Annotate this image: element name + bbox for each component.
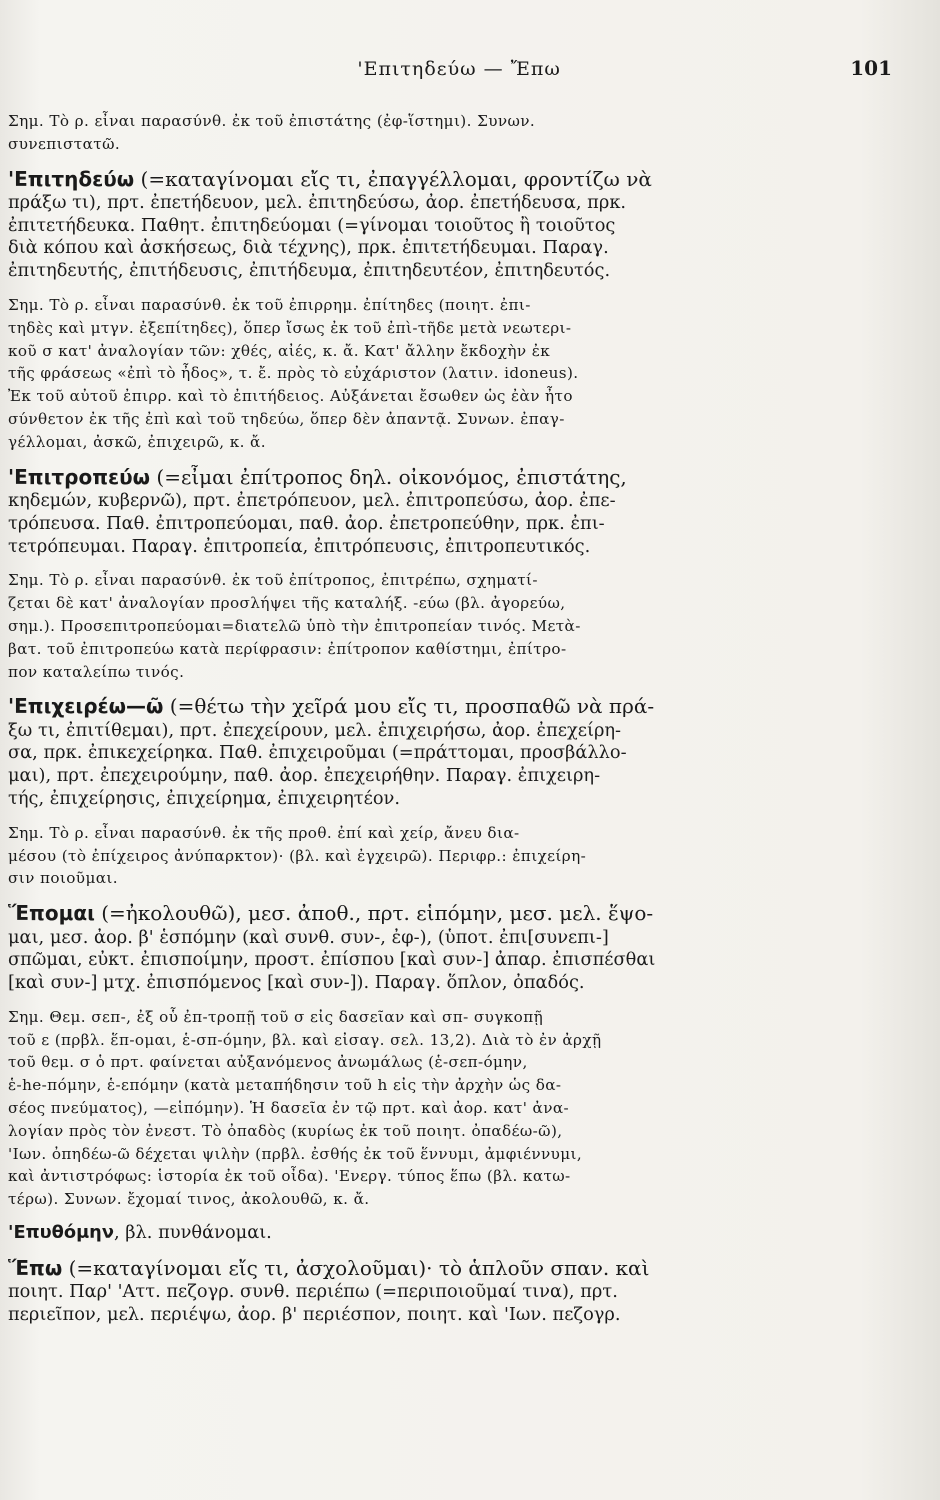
entry-line bbox=[8, 901, 822, 926]
body-line bbox=[8, 237, 822, 260]
note-line bbox=[8, 294, 822, 317]
note-line bbox=[8, 1188, 822, 1211]
body-line bbox=[8, 927, 822, 950]
note-line bbox=[8, 362, 822, 385]
line-text: ἐπιτηδευτής, ἐπιτήδευσις, ἐπιτήδευμα, ἐπιτηδευτέον, ἐπιτηδευτός. bbox=[8, 260, 611, 282]
running-title: 'Επιτηδεύω — Ἔπω bbox=[357, 58, 561, 80]
line-text: 'Ιων. ὀπηδέω-ῶ δέχεται ψιλὴν (πρβλ. ἐσθής ἐκ τοῦ ἕννυμι, ἀμφιέννυμι, bbox=[8, 1144, 583, 1163]
line-text: Σημ. Τὸ ρ. εἶναι παρασύνθ. ἐκ τῆς προθ. ἐπί καὶ χείρ, ἄνευ δια- bbox=[8, 823, 520, 842]
line-text: Σημ. Τὸ ρ. εἶναι παρασύνθ. ἐκ τοῦ ἐπιστάτης (ἐφ-ἵστημι). Συνων. bbox=[8, 112, 536, 130]
note-line bbox=[8, 1029, 822, 1052]
note-line bbox=[8, 845, 822, 868]
line-text: σπῶμαι, εὐκτ. ἐπισποίμην, προστ. ἐπίσπου [καὶ συν-] ἀπαρ. ἐπισπέσθαι bbox=[8, 949, 656, 971]
note-line bbox=[8, 1074, 822, 1097]
line-text: τέρω). Συνων. ἔχομαί τινος, ἀκολουθῶ, κ. ἄ. bbox=[8, 1190, 370, 1209]
body-line bbox=[8, 788, 822, 811]
line-text: τής, ἐπιχείρησις, ἐπιχείρημα, ἐπιχειρητέον. bbox=[8, 788, 401, 810]
note-line bbox=[8, 1051, 822, 1074]
note-line bbox=[8, 133, 822, 156]
entry-line bbox=[8, 694, 822, 719]
note-line bbox=[8, 317, 822, 340]
headword: 'Επιχειρέω—ῶ bbox=[8, 694, 164, 719]
headword: Ἕπομαι bbox=[8, 901, 95, 926]
body-line bbox=[8, 1281, 822, 1304]
line-text: σιν ποιοῦμαι. bbox=[8, 869, 118, 888]
line-text: περιεῖπον, μελ. περιέψω, ἀορ. β' περιέσπον, ποιητ. καὶ 'Ιων. πεζογρ. bbox=[8, 1303, 621, 1325]
note-line bbox=[8, 661, 822, 684]
headword: 'Επιτροπεύω bbox=[8, 464, 151, 489]
body-line bbox=[8, 490, 822, 513]
note-line bbox=[8, 1120, 822, 1143]
note-line bbox=[8, 867, 822, 890]
entry-line bbox=[8, 1256, 822, 1281]
note-line bbox=[8, 822, 822, 845]
entry-line bbox=[8, 167, 822, 192]
headword: Ἕπω bbox=[8, 1255, 63, 1280]
note-line bbox=[8, 1097, 822, 1120]
line-text: [καὶ συν-] μτχ. ἐπισπόμενος [καὶ συν-]). Παραγ. ὅπλον, ὀπαδός. bbox=[8, 972, 585, 994]
body-line bbox=[8, 1304, 822, 1327]
line-text: τρόπευσα. Παθ. ἐπιτροπεύομαι, παθ. ἀορ. ἐπετροπεύθην, πρκ. ἐπι- bbox=[8, 512, 605, 534]
line-text: μαι, μεσ. ἀορ. β' ἑσπόμην (καὶ συνθ. συν-, ἐφ-), (ὑποτ. ἐπι[συνεπι-] bbox=[8, 926, 609, 948]
note-line bbox=[8, 340, 822, 363]
body-line bbox=[8, 192, 822, 215]
note-line bbox=[8, 592, 822, 615]
page-number: 101 bbox=[850, 56, 892, 80]
line-text: τοῦ θεμ. σ ὁ πρτ. φαίνεται αὐξανόμενος ἀνωμάλως (ἑ-σεπ-όμην, bbox=[8, 1053, 528, 1072]
line-text: τηδὲς καὶ μτγν. ἐξεπίτηδες), ὅπερ ἴσως ἐκ τοῦ ἐπὶ-τῆδε μετὰ νεωτερι- bbox=[8, 318, 572, 337]
line-text: τῆς φράσεως «ἐπὶ τὸ ἦδος», τ. ἔ. πρὸς τὸ εὐχάριστον (λατιν. idoneus). bbox=[8, 364, 579, 383]
line-text: βατ. τοῦ ἐπιτροπεύω κατὰ περίφρασιν: ἐπίτροπον καθίστημι, ἐπίτρο- bbox=[8, 639, 567, 658]
note-line bbox=[8, 1143, 822, 1166]
note-line bbox=[8, 110, 822, 133]
note-line bbox=[8, 431, 822, 454]
line-text: μέσου (τὸ ἐπίχειρος ἀνύπαρκτον)· (βλ. καὶ ἐγχειρῶ). Περιφρ.: ἐπιχείρη- bbox=[8, 846, 587, 865]
line-text: πον καταλείπω τινός. bbox=[8, 662, 185, 681]
line-text: σα, πρκ. ἐπικεχείρηκα. Παθ. ἐπιχειροῦμαι (=πράττομαι, προσβάλλο- bbox=[8, 742, 627, 764]
cross-reference-line bbox=[8, 1222, 822, 1245]
line-text: ποιητ. Παρ' 'Αττ. πεζογρ. συνθ. περιέπω (=περιποιοῦμαί τινα), πρτ. bbox=[8, 1281, 618, 1303]
note-line bbox=[8, 638, 822, 661]
body-line bbox=[8, 260, 822, 283]
line-text: (=καταγίνομαι εἴς τι, ἀσχολοῦμαι)· τὸ ἁπλοῦν σπαν. καὶ bbox=[62, 1255, 650, 1280]
line-text: τετρόπευμαι. Παραγ. ἐπιτροπεία, ἐπιτρόπευσις, ἐπιτροπευτικός. bbox=[8, 535, 591, 557]
line-text: ζεται δὲ κατ' ἀναλογίαν προσλήψει τῆς καταλήξ. -εύω (βλ. ἀγορεύω, bbox=[8, 594, 566, 613]
note-line bbox=[8, 1165, 822, 1188]
line-text: λογίαν πρὸς τὸν ἐνεστ. Τὸ ὀπαδὸς (κυρίως ἐκ τοῦ ποιητ. ὀπαδέω-ῶ), bbox=[8, 1121, 563, 1140]
line-text: καὶ ἀντιστρόφως: ἱστορία ἐκ τοῦ οἶδα). 'Ενεργ. τύπος ἕπω (βλ. κατω- bbox=[8, 1167, 571, 1186]
line-text: Σημ. Θεμ. σεπ-, ἐξ οὗ ἐπ-τροπῇ τοῦ σ εἰς δασεῖαν καὶ σπ- συγκοπῇ bbox=[8, 1007, 544, 1026]
line-text: ξω τι, ἐπιτίθεμαι), πρτ. ἐπεχείρουν, μελ. ἐπιχειρήσω, ἀορ. ἐπεχείρη- bbox=[8, 719, 622, 741]
line-text: μαι), πρτ. ἐπεχειρούμην, παθ. ἀορ. ἐπεχειρήθην. Παραγ. ἐπιχειρη- bbox=[8, 765, 601, 787]
body-line bbox=[8, 765, 822, 788]
body-line bbox=[8, 513, 822, 536]
line-text: σύνθετον ἐκ τῆς ἐπὶ καὶ τοῦ τηδεύω, ὅπερ δὲν ἀπαντᾷ. Συνων. ἐπαγ- bbox=[8, 410, 565, 429]
line-text: διὰ κόπου καὶ ἀσκήσεως, διὰ τέχνης), πρκ. ἐπιτετήδευμαι. Παραγ. bbox=[8, 237, 609, 259]
line-text: τοῦ ε (πρβλ. ἕπ-ομαι, ἑ-σπ-όμην, βλ. καὶ εἰσαγ. σελ. 13,2). Διὰ τὸ ἐν ἀρχῇ bbox=[8, 1030, 602, 1049]
line-text: Σημ. Τὸ ρ. εἶναι παρασύνθ. ἐκ τοῦ ἐπίτροπος, ἐπιτρέπω, σχηματί- bbox=[8, 571, 538, 590]
note-line bbox=[8, 385, 822, 408]
line-text: κοῦ σ κατ' ἀναλογίαν τῶν: χθές, αἰές, κ. ἄ. Κατ' ἄλλην ἔκδοχὴν ἐκ bbox=[8, 341, 551, 360]
body-line bbox=[8, 720, 822, 743]
page-text bbox=[8, 110, 822, 1327]
body-line bbox=[8, 949, 822, 972]
line-text: κηδεμών, κυβερνῶ), πρτ. ἐπετρόπευον, μελ. ἐπιτροπεύσω, ἀορ. ἐπε- bbox=[8, 489, 616, 511]
line-text: γέλλομαι, ἀσκῶ, ἐπιχειρῶ, κ. ἄ. bbox=[8, 432, 266, 451]
line-text: Σημ. Τὸ ρ. εἶναι παρασύνθ. ἐκ τοῦ ἐπιρρημ. ἐπίτηδες (ποιητ. ἐπι- bbox=[8, 296, 531, 315]
headword: 'Επιτηδεύω bbox=[8, 166, 135, 191]
line-text: σέος πνεύματος), —εἱπόμην). Ἡ δασεῖα ἐν τῷ πρτ. καὶ ἀορ. κατ' ἀνα- bbox=[8, 1099, 570, 1118]
line-text: ἐπιτετήδευκα. Παθητ. ἐπιτηδεύομαι (=γίνομαι τοιοῦτος ἢ τοιοῦτος bbox=[8, 214, 616, 236]
headword: 'Επυθόμην bbox=[8, 1222, 114, 1244]
line-text: συνεπιστατῶ. bbox=[8, 134, 121, 153]
line-text: (=καταγίνομαι εἴς τι, ἐπαγγέλλομαι, φροντίζω νὰ bbox=[134, 166, 652, 191]
body-line bbox=[8, 215, 822, 238]
note-line bbox=[8, 615, 822, 638]
body-line bbox=[8, 742, 822, 765]
line-text: , βλ. πυνθάνομαι. bbox=[113, 1222, 272, 1244]
note-line bbox=[8, 408, 822, 431]
line-text: σημ.). Προσεπιτροπεύομαι=διατελῶ ὑπὸ τὴν ἐπιτροπείαν τινός. Μετὰ- bbox=[8, 616, 581, 635]
line-text: (=θέτω τὴν χεῖρά μου εἴς τι, προσπαθῶ νὰ πρά- bbox=[163, 694, 655, 719]
line-text: ἑ-he-πόμην, ἑ-επόμην (κατὰ μεταπήδησιν τοῦ h εἰς τὴν ἀρχὴν ὡς δα- bbox=[8, 1076, 562, 1095]
line-text: Ἐκ τοῦ αὐτοῦ ἐπιρρ. καὶ τὸ ἐπιτήδειος. Αὐξάνεται ἔσωθεν ὡς ἐὰν ἦτο bbox=[8, 387, 573, 406]
entry-line bbox=[8, 465, 822, 490]
line-text: (=ἠκολουθῶ), μεσ. ἀποθ., πρτ. εἱπόμην, μεσ. μελ. ἕψο- bbox=[94, 901, 654, 926]
note-line bbox=[8, 569, 822, 592]
body-line bbox=[8, 536, 822, 559]
line-text: πράξω τι), πρτ. ἐπετήδευον, μελ. ἐπιτηδεύσω, ἀορ. ἐπετήδευσα, πρκ. bbox=[8, 191, 627, 213]
body-line bbox=[8, 972, 822, 995]
running-head bbox=[8, 56, 892, 96]
note-line bbox=[8, 1006, 822, 1029]
line-text: (=εἶμαι ἐπίτροπος δηλ. οἰκονόμος, ἐπιστάτης, bbox=[150, 464, 627, 489]
